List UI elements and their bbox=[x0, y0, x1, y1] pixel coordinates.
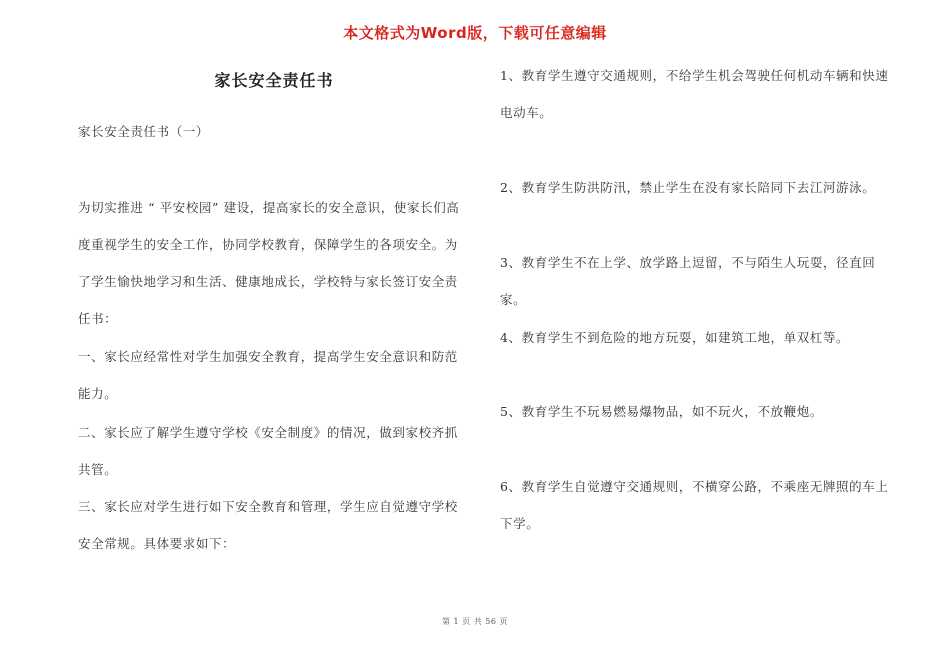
intro-paragraph: 为切实推进 “ 平安校园” 建设，提高家长的安全意识，使家长们高度重视学生的安全工作，协同学校教育，保障学生的各项安全。为了学生愉快地学习和生活、健康地成长，学校特与家长签订安全责任书： bbox=[78, 200, 460, 326]
document-title: 家长安全责任书 bbox=[214, 71, 334, 90]
requirement-6: 6、教育学生自觉遵守交通规则，不横穿公路，不乘座无牌照的车上下学。 bbox=[500, 479, 889, 531]
clause-1: 一、家长应经常性对学生加强安全教育，提高学生安全意识和防范能力。 bbox=[78, 349, 458, 401]
requirement-3: 3、教育学生不在上学、放学路上逗留，不与陌生人玩耍，径直回家。 bbox=[500, 255, 876, 307]
clause-2: 二、家长应了解学生遵守学校《安全制度》的情况，做到家校齐抓共管。 bbox=[78, 425, 458, 477]
requirement-4: 4、教育学生不到危险的地方玩耍，如建筑工地，单双杠等。 bbox=[500, 330, 850, 345]
requirement-1: 1、教育学生遵守交通规则，不给学生机会驾驶任何机动车辆和快速电动车。 bbox=[500, 68, 889, 120]
document-subtitle: 家长安全责任书（一） bbox=[78, 124, 210, 139]
page-number-footer: 第 1 页 共 56 页 bbox=[442, 617, 508, 626]
requirement-2: 2、教育学生防洪防汛，禁止学生在没有家长陪同下去江河游泳。 bbox=[500, 180, 876, 195]
clause-3: 三、家长应对学生进行如下安全教育和管理，学生应自觉遵守学校安全常规。具体要求如下： bbox=[78, 499, 458, 551]
word-format-banner: 本文格式为Word版，下载可任意编辑 bbox=[343, 24, 607, 42]
requirement-5: 5、教育学生不玩易燃易爆物品，如不玩火，不放鞭炮。 bbox=[500, 404, 823, 419]
